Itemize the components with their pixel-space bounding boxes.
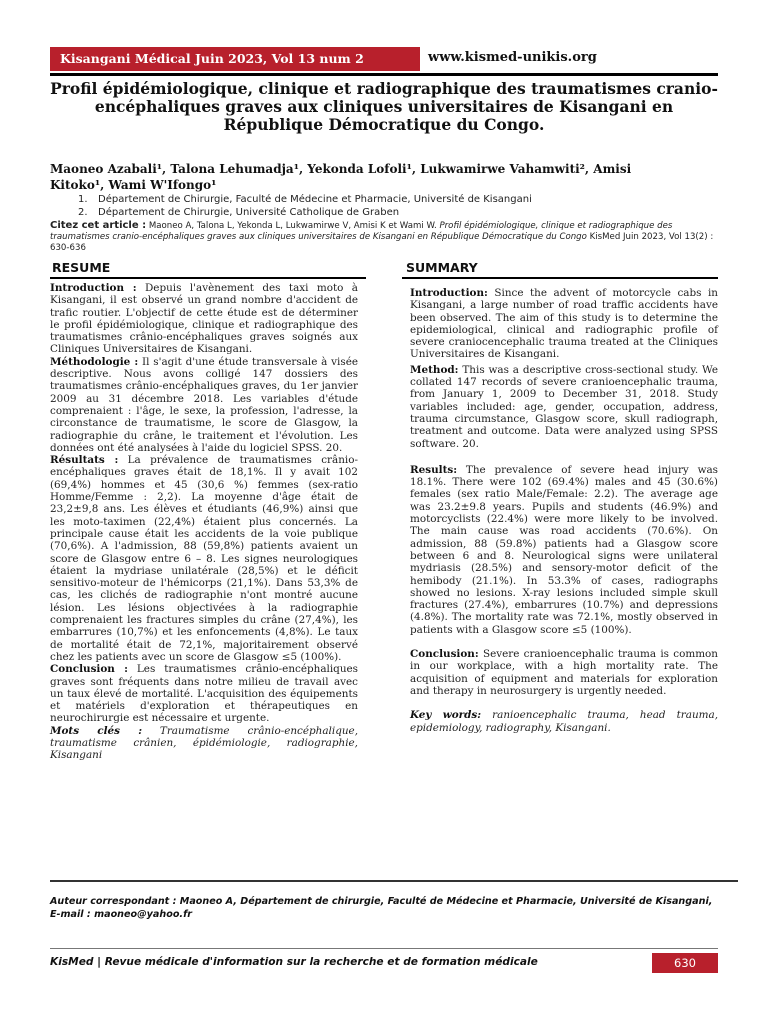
journal-issue-text: Kisangani Médical Juin 2023, Vol 13 num 2	[60, 51, 364, 66]
journal-divider	[50, 948, 718, 949]
page-number: 630	[652, 953, 718, 973]
journal-issue-banner	[50, 47, 420, 71]
summary-keywords	[410, 709, 718, 734]
affiliation-text: Département de Chirurgie, Faculté de Médecine et Pharmacie, Université de Kisangani	[98, 194, 532, 205]
resume-heading-rule	[50, 277, 366, 279]
section-label: Résultats :	[50, 454, 119, 467]
section-text: Since the advent of motorcycle cabs in Kisangani, a large number of road traffic accidents have been observed. The aim of this study is to determine the epidemiological, clinical and radiographic profile of severe craniocencephalic trauma treated at the Cliniques Universitaires de Kisangani.	[410, 287, 718, 361]
affiliation-text: Département de Chirurgie, Université Catholique de Graben	[98, 207, 400, 218]
section-text: La prévalence de traumatismes crânio-encéphaliques graves était de 18,1%. Il y avait 102 (69,4%) hommes et 45 (30,6 %) femmes (sex-ratio Homme/Femme : 2,2). La moyenne d'âge était de 23,2±9,8 ans. Les élèves et étudiants (46,9%) ainsi que les moto-taximen (22,4%) étaient plus concernés. La principale cause était les accidents de la voie publique (70,6%). A l'admission, 88 (59,8%) patients avaient un score de Glasgow entre 6 – 8. Les signes neurologiques étaient la mydriase unilatérale (28,5%) et le déficit sensitivo-moteur de l'hémicorps (21,1%). Dans 53,3% de cas, les clichés de radiographie n'ont montré aucune lésion. Les lésions objectivées à la radiographie comprenaient les fractures simples du crâne (27,4%), les embarrures (10,7%) et les enfoncements (4,8%). Le taux de mortalité était de 72,1%, majoritairement observé chez les patients avec un score de Glasgow ≤5 (100%).	[50, 454, 358, 663]
corresponding-author: Auteur correspondant : Maoneo A, Département de chirurgie, Faculté de Médecine et Pharmacie, Université de Kisangani, E-mail : maoneo@yahoo.fr	[50, 896, 713, 920]
summary-introduction	[410, 287, 718, 361]
authors-line-1: Maoneo Azabali¹, Talona Lehumadja¹, Yekonda Lofoli¹, Lukwamirwe Vahamwiti², Amisi	[50, 162, 632, 176]
header-divider	[50, 73, 718, 76]
summary-heading: SUMMARY	[406, 260, 478, 275]
section-label: Introduction :	[50, 282, 137, 294]
affiliation-2	[78, 207, 718, 219]
section-label: Results:	[410, 463, 458, 476]
affiliation-number: 2.	[78, 207, 88, 218]
resume-methodology	[50, 356, 358, 454]
section-label: Introduction:	[410, 287, 488, 299]
section-text: Severe cranioencephalic trauma is common in our workplace, with a high mortality rate. The acquisition of equipment and materials for exploration and therapy in neurosurgery is urgently needed.	[410, 648, 718, 697]
citation-authors: Maoneo A, Talona L, Yekonda L, Lukwamirwe V, Amisi K et Wami W.	[146, 221, 440, 231]
section-label: Mots clés :	[50, 724, 143, 737]
citation-block	[50, 220, 718, 254]
authors-line-2: Kitoko¹, Wami W'Ifongo¹	[50, 178, 217, 192]
section-text: Traumatisme crânio-encéphalique, traumatisme crânien, épidémiologie, radiographie, Kisangani	[50, 724, 358, 762]
section-label: Méthodologie :	[50, 355, 139, 368]
affiliation-1	[78, 194, 718, 206]
section-label: Conclusion:	[410, 648, 479, 661]
section-text: Les traumatismes crânio-encéphaliques graves sont fréquents dans notre milieu de travail avec un taux élevé de mortalité. L'acquisition des équipements et matériels d'exploration et thérapeutiques en neurochirurgie est nécessaire et urgente.	[50, 663, 358, 725]
summary-conclusion	[410, 648, 718, 697]
resume-conclusion	[50, 663, 358, 724]
summary-method	[410, 364, 718, 450]
journal-name: KisMed | Revue médicale d'information sur la recherche et de formation médicale	[50, 956, 538, 968]
summary-heading-rule	[402, 277, 718, 279]
section-text: Depuis l'avènement des taxi moto à Kisangani, il est observé un grand nombre d'accident de trafic routier. L'objectif de cette étude est de déterminer le profil épidémiologique, clinique et radiographique des traumatismes crânio-encéphaliques graves soignés aux Cliniques Universitaires de Kisangani.	[50, 282, 358, 356]
section-text: The prevalence of severe head injury was 18.1%. There were 102 (69.4%) males and 45 (30.6%) females (sex ratio Male/Female: 2.2). The average age was 23.2±9.8 years. Pupils and students (46.9%) and motorcyclists (22.4%) were more likely to be involved. The main cause was road accidents (70.6%). On admission, 88 (59.8%) patients had a Glasgow score between 6 and 8. Neurological signs were unilateral mydriasis (28.5%) and sensory-motor deficit of the hemibody (21.1%). In 53.3% of cases, radiographs showed no lesions. X-ray lesions included simple skull fractures (27.4%), embarrures (10.7%) and depressions (4.8%). The mortality rate was 72.1%, mostly observed in patients with a Glasgow score ≤5 (100%).	[410, 463, 718, 636]
section-text: This was a descriptive cross-sectional study. We collated 147 records of severe cranioencephalic trauma, from January 1, 2009 to December 31, 2018. Study variables included: age, gender, occupation, address, trauma circumstance, Glasgow score, skull radiograph, treatment and outcome. Data were analyzed using SPSS software. 20.	[410, 363, 718, 450]
citation-title: Profil épidémiologique, clinique et radiographique des traumatismes cranio-encéphaliques graves aux cliniques universitaires de Kisangani en République Démocratique du Congo	[50, 221, 673, 242]
resume-results	[50, 454, 358, 663]
resume-column	[50, 282, 358, 762]
resume-introduction	[50, 282, 358, 356]
journal-url[interactable]: www.kismed-unikis.org	[428, 50, 597, 65]
summary-results	[410, 464, 718, 636]
author-list	[50, 161, 718, 193]
section-text: ranioencephalic trauma, head trauma, epidemiology, radiography, Kisangani.	[410, 709, 719, 734]
citation-label: Citez cet article :	[50, 220, 147, 231]
affiliation-number: 1.	[78, 194, 88, 205]
article-title: Profil épidémiologique, clinique et radiographique des traumatismes cranio-encéphaliques graves aux cliniques universitaires de Kisangani en République Démocratique du Congo.	[50, 79, 718, 134]
resume-keywords	[50, 725, 358, 762]
section-text: Il s'agit d'une étude transversale à visée descriptive. Nous avons colligé 147 dossiers des traumatismes crânio-encéphaliques graves, du 1er janvier 2009 au 31 décembre 2018. Les variables d'étude comprenaient : l'âge, le sexe, la profession, l'adresse, la circonstance de traumatisme, le score de Glasgow, la radiographie du crâne, le traitement et l'évolution. Les données ont été analysées à l'aide du logiciel SPSS. 20.	[50, 355, 359, 454]
section-label: Method:	[410, 363, 459, 376]
summary-column	[410, 287, 718, 734]
section-label: Conclusion :	[50, 663, 128, 676]
section-label: Key words:	[410, 709, 482, 722]
citation-reference: KisMed Juin 2023, Vol 13(2) : 630-636	[50, 232, 714, 253]
resume-heading: RESUME	[52, 260, 111, 275]
footer-divider	[50, 880, 738, 882]
